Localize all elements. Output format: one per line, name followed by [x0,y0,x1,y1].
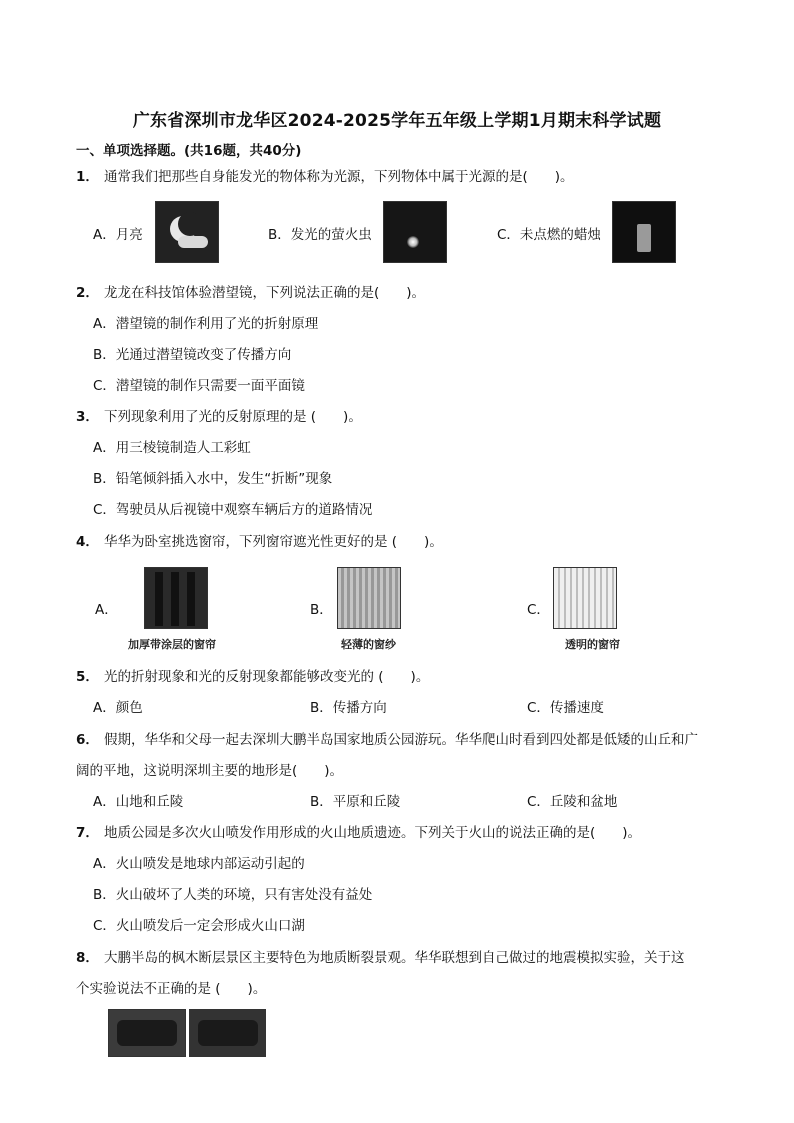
question-6 [76,728,698,748]
question-3 [76,405,362,425]
option-7a[interactable]: A．火山喷发是地球内部运动引起的 [93,856,305,872]
caption-4c: 透明的窗帘 [565,638,620,651]
option-6c[interactable]: C．丘陵和盆地 [527,794,618,810]
option-5a[interactable]: A．颜色 [93,700,143,716]
question-number: 3． [76,409,99,425]
thick-curtain-image [144,567,208,629]
earthquake-experiment-image-2 [189,1009,266,1057]
question-text: 龙龙在科技馆体验潜望镜，下列说法正确的是( )。 [104,285,426,301]
question-text: 华华为卧室挑选窗帘，下列窗帘遮光性更好的是 ( )。 [104,534,443,550]
question-text: 地质公园是多次火山喷发作用形成的火山地质遗迹。下列关于火山的说法正确的是( )。 [104,825,642,841]
option-4c[interactable]: C． [527,602,550,618]
moon-image [155,201,219,263]
option-3a[interactable]: A．用三棱镜制造人工彩虹 [93,440,251,456]
question-1 [76,165,574,185]
caption-4a: 加厚带涂层的窗帘 [128,638,216,651]
question-number: 6． [76,732,99,748]
option-5c[interactable]: C．传播速度 [527,700,604,716]
question-number: 8． [76,950,99,966]
option-4b[interactable]: B． [310,602,333,618]
question-text: 假期，华华和父母一起去深圳大鹏半岛国家地质公园游玩。华华爬山时看到四处都是低矮的山丘和广 [104,732,698,748]
question-number: 4． [76,534,99,550]
candle-image [612,201,676,263]
caption-4b: 轻薄的窗纱 [341,638,396,651]
question-text: 光的折射现象和光的反射现象都能够改变光的 ( )。 [104,669,430,685]
question-number: 7． [76,825,99,841]
question-text: 通常我们把那些自身能发光的物体称为光源，下列物体中属于光源的是( )。 [104,169,574,185]
option-1a[interactable]: A．月亮 [93,227,143,243]
option-5b[interactable]: B．传播方向 [310,700,387,716]
option-3b[interactable]: B．铅笔倾斜插入水中，发生“折断”现象 [93,471,333,487]
option-7c[interactable]: C．火山喷发后一定会形成火山口湖 [93,918,305,934]
transparent-curtain-image [553,567,617,629]
option-2a[interactable]: A．潜望镜的制作利用了光的折射原理 [93,316,319,332]
sheer-curtain-image [337,567,401,629]
question-text: 大鹏半岛的枫木断层景区主要特色为地质断裂景观。华华联想到自己做过的地震模拟实验，关于这 [104,950,685,966]
firefly-image [383,201,447,263]
option-1b[interactable]: B．发光的萤火虫 [268,227,372,243]
option-2b[interactable]: B．光通过潜望镜改变了传播方向 [93,347,292,363]
question-text: 下列现象利用了光的反射原理的是 ( )。 [104,409,362,425]
option-7b[interactable]: B．火山破坏了人类的环境，只有害处没有益处 [93,887,373,903]
question-number: 2． [76,285,99,301]
question-7 [76,821,641,841]
option-6a[interactable]: A．山地和丘陵 [93,794,184,810]
option-2c[interactable]: C．潜望镜的制作只需要一面平面镜 [93,378,305,394]
question-2 [76,281,425,301]
earthquake-experiment-image-1 [108,1009,186,1057]
option-3c[interactable]: C．驾驶员从后视镜中观察车辆后方的道路情况 [93,502,373,518]
question-8 [76,946,685,966]
question-8-continued: 个实验说法不正确的是 ( )。 [76,981,267,997]
question-4 [76,530,443,550]
question-5 [76,665,429,685]
option-1c[interactable]: C．未点燃的蜡烛 [497,227,601,243]
question-number: 1． [76,169,99,185]
question-6-continued: 阔的平地，这说明深圳主要的地形是( )。 [76,763,344,779]
question-number: 5． [76,669,99,685]
section-heading: 一、单项选择题。(共16题，共40分) [76,143,302,159]
exam-title: 广东省深圳市龙华区2024-2025学年五年级上学期1月期末科学试题 [132,111,662,131]
option-6b[interactable]: B．平原和丘陵 [310,794,401,810]
option-4a[interactable]: A． [95,602,118,618]
